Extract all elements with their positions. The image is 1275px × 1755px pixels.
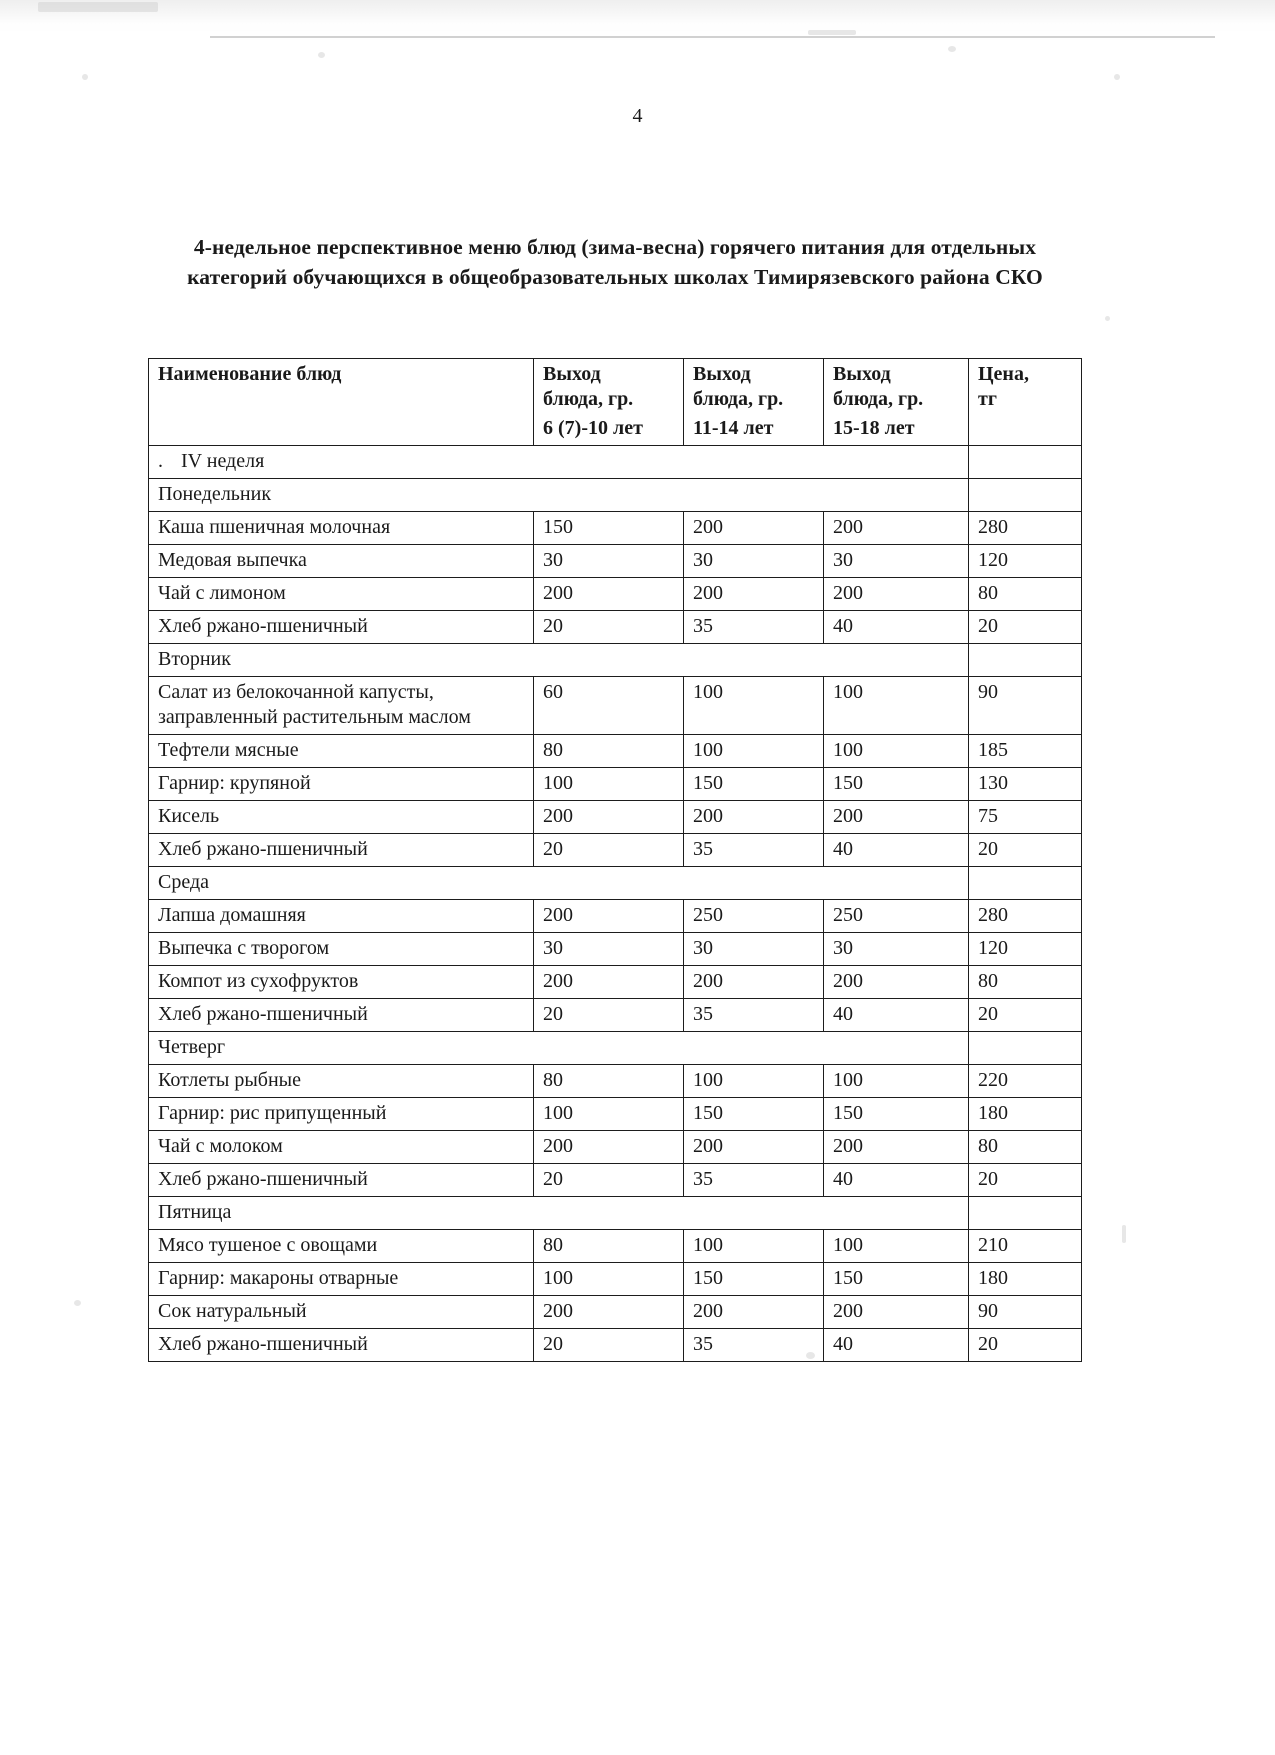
dish-output-15-18: 150 xyxy=(824,768,969,801)
table-row xyxy=(149,900,1082,933)
dish-output-6-10: 200 xyxy=(534,1131,684,1164)
dish-price: 90 xyxy=(969,677,1082,735)
dish-output-6-10: 100 xyxy=(534,1098,684,1131)
table-row xyxy=(149,578,1082,611)
column-header-age: 11-14 лет xyxy=(693,417,774,439)
table-row xyxy=(149,735,1082,768)
dish-output-6-10: 200 xyxy=(534,578,684,611)
dish-price: 20 xyxy=(969,999,1082,1032)
column-header-output-6-10 xyxy=(534,359,684,446)
dish-name: Выпечка с творогом xyxy=(149,933,534,966)
dish-name: Каша пшеничная молочная xyxy=(149,512,534,545)
dish-output-15-18: 40 xyxy=(824,834,969,867)
scan-artifact-smudge xyxy=(82,74,88,80)
column-header-line2: блюда, гр. xyxy=(543,388,634,410)
day-header-row xyxy=(149,867,1082,900)
dish-price: 80 xyxy=(969,966,1082,999)
table-row xyxy=(149,545,1082,578)
dish-name: Гарнир: крупяной xyxy=(149,768,534,801)
scan-artifact-smudge xyxy=(1122,1225,1126,1243)
dish-name: Гарнир: макароны отварные xyxy=(149,1263,534,1296)
dish-output-15-18: 200 xyxy=(824,578,969,611)
dish-price: 75 xyxy=(969,801,1082,834)
dish-name: Хлеб ржано-пшеничный xyxy=(149,834,534,867)
table-row xyxy=(149,512,1082,545)
table-row xyxy=(149,768,1082,801)
dish-name: Медовая выпечка xyxy=(149,545,534,578)
dish-output-11-14: 200 xyxy=(684,1131,824,1164)
dish-output-11-14: 35 xyxy=(684,1329,824,1362)
dish-price: 220 xyxy=(969,1065,1082,1098)
dish-name: Сок натуральный xyxy=(149,1296,534,1329)
dish-output-15-18: 200 xyxy=(824,966,969,999)
dish-output-11-14: 35 xyxy=(684,611,824,644)
dish-name: Хлеб ржано-пшеничный xyxy=(149,999,534,1032)
week-header-row xyxy=(149,446,1082,479)
dish-name: Лапша домашняя xyxy=(149,900,534,933)
dish-price: 20 xyxy=(969,611,1082,644)
table-row xyxy=(149,1296,1082,1329)
day-price-cell xyxy=(969,479,1082,512)
dish-price: 180 xyxy=(969,1098,1082,1131)
dish-name: Котлеты рыбные xyxy=(149,1065,534,1098)
dish-output-6-10: 20 xyxy=(534,611,684,644)
dish-price: 280 xyxy=(969,900,1082,933)
dish-price: 120 xyxy=(969,933,1082,966)
dish-name: Чай с лимоном xyxy=(149,578,534,611)
dish-price: 90 xyxy=(969,1296,1082,1329)
dish-output-11-14: 30 xyxy=(684,545,824,578)
dish-output-6-10: 20 xyxy=(534,834,684,867)
dish-output-11-14: 250 xyxy=(684,900,824,933)
dish-name: Тефтели мясные xyxy=(149,735,534,768)
dish-price: 280 xyxy=(969,512,1082,545)
dish-output-15-18: 40 xyxy=(824,1164,969,1197)
table-row xyxy=(149,677,1082,735)
table-body xyxy=(149,446,1082,1362)
dish-name: Чай с молоком xyxy=(149,1131,534,1164)
dish-output-11-14: 35 xyxy=(684,834,824,867)
column-header-name: Наименование блюд xyxy=(149,359,534,446)
dish-output-15-18: 100 xyxy=(824,1065,969,1098)
scan-artifact-smudge xyxy=(318,52,325,58)
day-label: Понедельник xyxy=(149,479,969,512)
dish-output-11-14: 200 xyxy=(684,966,824,999)
dish-output-15-18: 100 xyxy=(824,735,969,768)
dish-output-11-14: 150 xyxy=(684,1098,824,1131)
dish-output-6-10: 30 xyxy=(534,933,684,966)
dish-price: 120 xyxy=(969,545,1082,578)
day-price-cell xyxy=(969,1197,1082,1230)
menu-table xyxy=(148,358,1082,1362)
day-label: Четверг xyxy=(149,1032,969,1065)
dish-output-6-10: 20 xyxy=(534,1164,684,1197)
day-header-row xyxy=(149,644,1082,677)
dish-name: Гарнир: рис припущенный xyxy=(149,1098,534,1131)
dish-output-11-14: 35 xyxy=(684,999,824,1032)
column-header-output-11-14 xyxy=(684,359,824,446)
table-row xyxy=(149,834,1082,867)
dish-output-6-10: 150 xyxy=(534,512,684,545)
column-header-line2: тг xyxy=(978,388,997,410)
dish-price: 185 xyxy=(969,735,1082,768)
week-label: . IV неделя xyxy=(149,446,969,479)
dish-output-15-18: 30 xyxy=(824,933,969,966)
dish-output-11-14: 150 xyxy=(684,768,824,801)
table-row xyxy=(149,801,1082,834)
page-number: 4 xyxy=(632,105,643,127)
scan-top-edge xyxy=(0,0,1275,34)
dish-output-6-10: 20 xyxy=(534,999,684,1032)
column-header-line1: Цена, xyxy=(978,363,1029,385)
dish-price: 20 xyxy=(969,834,1082,867)
dish-output-11-14: 200 xyxy=(684,512,824,545)
dish-price: 210 xyxy=(969,1230,1082,1263)
table-row xyxy=(149,999,1082,1032)
dish-name: Кисель xyxy=(149,801,534,834)
dish-output-11-14: 30 xyxy=(684,933,824,966)
dish-output-15-18: 200 xyxy=(824,1296,969,1329)
column-header-price xyxy=(969,359,1082,446)
column-header-line2: блюда, гр. xyxy=(693,388,784,410)
dish-output-11-14: 200 xyxy=(684,1296,824,1329)
dish-price: 20 xyxy=(969,1329,1082,1362)
dish-output-6-10: 80 xyxy=(534,1230,684,1263)
table-row xyxy=(149,933,1082,966)
day-header-row xyxy=(149,1197,1082,1230)
table-row xyxy=(149,1263,1082,1296)
dish-output-6-10: 200 xyxy=(534,1296,684,1329)
dish-price: 80 xyxy=(969,578,1082,611)
dish-output-11-14: 200 xyxy=(684,578,824,611)
dish-output-6-10: 30 xyxy=(534,545,684,578)
scan-artifact-smudge xyxy=(948,46,956,52)
column-header-line1: Выход xyxy=(693,363,751,385)
table-row xyxy=(149,1131,1082,1164)
dish-output-11-14: 150 xyxy=(684,1263,824,1296)
scan-artifact-smudge xyxy=(1114,74,1120,80)
dish-output-6-10: 200 xyxy=(534,900,684,933)
dish-output-6-10: 80 xyxy=(534,1065,684,1098)
dish-price: 80 xyxy=(969,1131,1082,1164)
dish-output-15-18: 150 xyxy=(824,1263,969,1296)
dish-output-15-18: 200 xyxy=(824,1131,969,1164)
dish-output-11-14: 100 xyxy=(684,677,824,735)
dish-output-11-14: 100 xyxy=(684,1230,824,1263)
week-price-cell xyxy=(969,446,1082,479)
day-label: Вторник xyxy=(149,644,969,677)
table-row xyxy=(149,1329,1082,1362)
dish-price: 180 xyxy=(969,1263,1082,1296)
dish-output-15-18: 150 xyxy=(824,1098,969,1131)
dish-output-15-18: 200 xyxy=(824,512,969,545)
dish-price: 130 xyxy=(969,768,1082,801)
scan-artifact-smudge xyxy=(808,30,856,35)
dish-name: Хлеб ржано-пшеничный xyxy=(149,1329,534,1362)
day-label: Пятница xyxy=(149,1197,969,1230)
dish-price: 20 xyxy=(969,1164,1082,1197)
dish-name: Мясо тушеное с овощами xyxy=(149,1230,534,1263)
column-header-age: 15-18 лет xyxy=(833,417,915,439)
dish-name: Салат из белокочанной капусты, заправленный растительным маслом xyxy=(149,677,534,735)
table-row xyxy=(149,1230,1082,1263)
column-header-line1: Выход xyxy=(543,363,601,385)
dish-output-11-14: 100 xyxy=(684,735,824,768)
day-price-cell xyxy=(969,1032,1082,1065)
dish-output-11-14: 200 xyxy=(684,801,824,834)
scan-artifact-line xyxy=(210,36,1215,38)
dish-output-15-18: 200 xyxy=(824,801,969,834)
scan-artifact-smudge xyxy=(74,1300,81,1306)
dish-output-6-10: 60 xyxy=(534,677,684,735)
table-header xyxy=(149,359,1082,446)
dish-output-6-10: 100 xyxy=(534,1263,684,1296)
table-row xyxy=(149,1065,1082,1098)
week-label-dot: . xyxy=(158,450,163,472)
dish-output-6-10: 200 xyxy=(534,801,684,834)
dish-output-11-14: 35 xyxy=(684,1164,824,1197)
dish-output-15-18: 40 xyxy=(824,1329,969,1362)
day-price-cell xyxy=(969,644,1082,677)
column-header-age: 6 (7)-10 лет xyxy=(543,417,643,439)
table-header-row xyxy=(149,359,1082,446)
day-label: Среда xyxy=(149,867,969,900)
dish-output-6-10: 20 xyxy=(534,1329,684,1362)
dish-output-15-18: 100 xyxy=(824,677,969,735)
scan-artifact-smudge xyxy=(1105,316,1110,321)
day-price-cell xyxy=(969,867,1082,900)
dish-output-15-18: 250 xyxy=(824,900,969,933)
column-header-line1: Выход xyxy=(833,363,891,385)
scan-artifact-smudge xyxy=(38,2,158,12)
dish-output-6-10: 100 xyxy=(534,768,684,801)
dish-output-15-18: 40 xyxy=(824,999,969,1032)
dish-name: Компот из сухофруктов xyxy=(149,966,534,999)
dish-output-15-18: 100 xyxy=(824,1230,969,1263)
day-header-row xyxy=(149,1032,1082,1065)
table-row xyxy=(149,1098,1082,1131)
table-row xyxy=(149,966,1082,999)
day-header-row xyxy=(149,479,1082,512)
dish-output-11-14: 100 xyxy=(684,1065,824,1098)
table-row xyxy=(149,611,1082,644)
dish-name: Хлеб ржано-пшеничный xyxy=(149,611,534,644)
table-row xyxy=(149,1164,1082,1197)
dish-output-15-18: 40 xyxy=(824,611,969,644)
column-header-line2: блюда, гр. xyxy=(833,388,924,410)
dish-output-6-10: 80 xyxy=(534,735,684,768)
page-title: 4-недельное перспективное меню блюд (зима-весна) горячего питания для отдельных категорий обучающихся в общеобразовательных школах Тимирязевского района СКО xyxy=(187,235,1043,289)
dish-name: Хлеб ржано-пшеничный xyxy=(149,1164,534,1197)
dish-output-15-18: 30 xyxy=(824,545,969,578)
dish-output-6-10: 200 xyxy=(534,966,684,999)
column-header-output-15-18 xyxy=(824,359,969,446)
